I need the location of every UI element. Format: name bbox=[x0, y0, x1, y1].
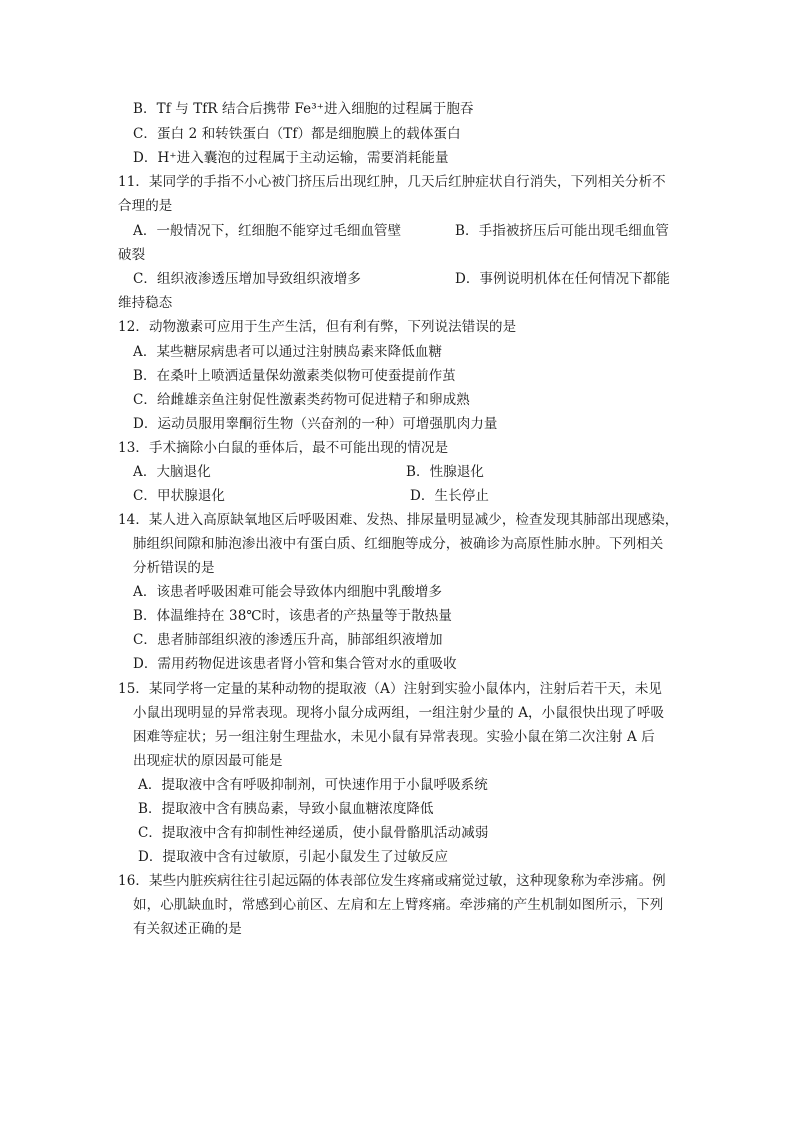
q15-stem-line-1: 15．某同学将一定量的某种动物的提取液（A）注射到实验小鼠体内，注射后若干天，未见 bbox=[118, 681, 663, 697]
q11-option-a: A．一般情况下，红细胞不能穿过毛细血管壁 bbox=[133, 223, 402, 239]
q13-stem: 13．手术摘除小白鼠的垂体后，最不可能出现的情况是 bbox=[118, 440, 449, 456]
q14-stem-line-2: 肺组织间隙和肺泡渗出液中有蛋白质、红细胞等成分，被确诊为高原性肺水肿。下列相关 bbox=[133, 536, 664, 552]
q13-option-b: B．性腺退化 bbox=[406, 464, 485, 480]
q16-stem-line-2: 如，心肌缺血时，常感到心前区、左肩和左上臂疼痛。牵涉痛的产生机制如图所示，下列 bbox=[133, 897, 664, 913]
q12-option-b: B．在桑叶上喷洒适量保幼激素类似物可使蚕提前作茧 bbox=[133, 368, 456, 384]
q13-option-d: D．生长停止 bbox=[410, 488, 489, 504]
q15-option-a: A．提取液中含有呼吸抑制剂，可快速作用于小鼠呼吸系统 bbox=[138, 777, 488, 793]
q11-option-d: D．事例说明机体在任何情况下都能 bbox=[455, 271, 670, 287]
q11-stem-line-2: 合理的是 bbox=[118, 198, 173, 214]
q12-option-c: C．给雌雄亲鱼注射促性激素类药物可促进精子和卵成熟 bbox=[133, 392, 470, 408]
q14-stem-line-1: 14．某人进入高原缺氧地区后呼吸困难、发热、排尿量明显减少，检查发现其肺部出现感染， bbox=[118, 512, 679, 528]
q12-option-d: D．运动员服用睾酮衍生物（兴奋剂的一种）可增强肌肉力量 bbox=[133, 416, 498, 432]
q14-option-c: C．患者肺部组织液的渗透压升高，肺部组织液增加 bbox=[133, 632, 443, 648]
q14-option-b: B．体温维持在 38℃时，该患者的产热量等于散热量 bbox=[133, 608, 452, 624]
q11-stem-line-1: 11．某同学的手指不小心被门挤压后出现红肿，几天后红肿症状自行消失，下列相关分析不 bbox=[118, 174, 666, 190]
q16-stem-line-3: 有关叙述正确的是 bbox=[133, 921, 242, 937]
q10-option-d: D．H⁺进入囊泡的过程属于主动运输，需要消耗能量 bbox=[133, 150, 449, 166]
q14-option-d: D．需用药物促进该患者肾小管和集合管对水的重吸收 bbox=[133, 656, 457, 672]
q11-option-b: B．手指被挤压后可能出现毛细血管 bbox=[455, 223, 670, 239]
q15-stem-line-4: 出现症状的原因最可能是 bbox=[133, 753, 283, 769]
q11-option-d-continued: 维持稳态 bbox=[118, 295, 173, 311]
q10-option-b: B．Tf 与 TfR 结合后携带 Fe³⁺进入细胞的过程属于胞吞 bbox=[133, 101, 474, 117]
q15-option-c: C．提取液中含有抑制性神经递质，使小鼠骨骼肌活动减弱 bbox=[138, 825, 489, 841]
q13-option-a: A．大脑退化 bbox=[133, 464, 211, 480]
q16-stem-line-1: 16．某些内脏疾病往往引起远隔的体表部位发生疼痛或痛觉过敏，这种现象称为牵涉痛。例 bbox=[118, 873, 666, 889]
q14-option-a: A．该患者呼吸困难可能会导致体内细胞中乳酸增多 bbox=[133, 584, 443, 600]
q11-option-c: C．组织液渗透压增加导致组织液增多 bbox=[133, 271, 362, 287]
q11-option-b-continued: 破裂 bbox=[118, 247, 146, 263]
q15-stem-line-3: 困难等症状；另一组注射生理盐水，未见小鼠有异常表现。实验小鼠在第二次注射 A 后 bbox=[133, 729, 655, 745]
q12-option-a: A．某些糖尿病患者可以通过注射胰岛素来降低血糖 bbox=[133, 344, 443, 360]
q15-stem-line-2: 小鼠出现明显的异常表现。现将小鼠分成两组，一组注射少量的 A，小鼠很快出现了呼吸 bbox=[133, 705, 665, 721]
q12-stem: 12．动物激素可应用于生产生活，但有利有弊，下列说法错误的是 bbox=[118, 319, 517, 335]
q15-option-d: D．提取液中含有过敏原，引起小鼠发生了过敏反应 bbox=[138, 849, 449, 865]
q15-option-b: B．提取液中含有胰岛素，导致小鼠血糖浓度降低 bbox=[138, 801, 434, 817]
q13-option-c: C．甲状腺退化 bbox=[133, 488, 226, 504]
q10-option-c: C．蛋白 2 和转铁蛋白（Tf）都是细胞膜上的载体蛋白 bbox=[133, 126, 461, 142]
q14-stem-line-3: 分析错误的是 bbox=[133, 560, 215, 576]
